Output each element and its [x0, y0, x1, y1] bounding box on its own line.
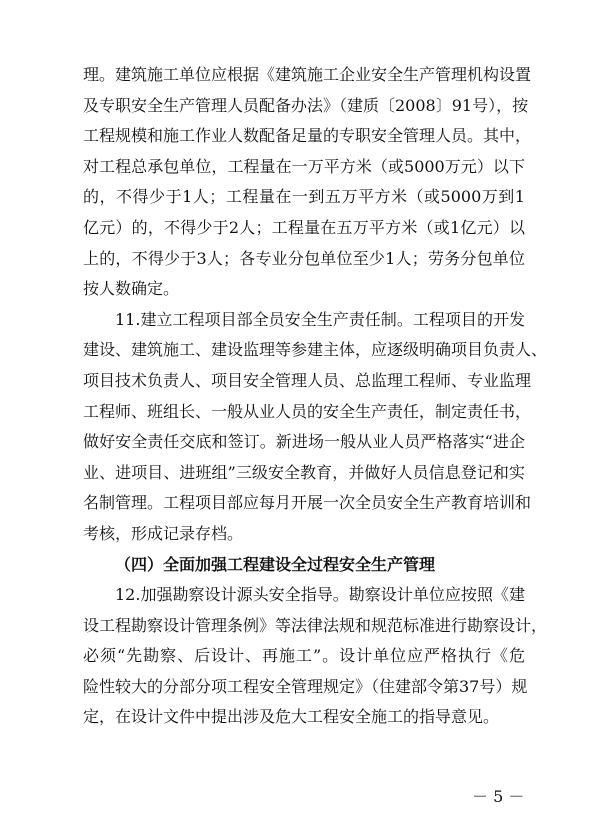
text-line: 业、进项目、进班组”三级安全教育，并做好人员信息登记和实: [83, 462, 525, 482]
text-line: 亿元）的，不得少于2人；工程量在五万平方米（或1亿元）以: [83, 217, 525, 237]
text-line: 上的，不得少于3人；各专业分包单位至少1人；劳务分包单位: [83, 248, 525, 268]
text-line: 建设、建筑施工、建设监理等参建主体，应逐级明确项目负责人、: [83, 340, 548, 360]
text-line: 及专职安全生产管理人员配备办法》（建质〔2008〕91号），按: [83, 95, 529, 115]
text-line: 12.加强勘察设计源头安全指导。勘察设计单位应按照《建: [115, 585, 525, 605]
text-line: 11.建立工程项目部全员安全生产责任制。工程项目的开发: [115, 309, 525, 329]
text-line: 对工程总承包单位，工程量在一万平方米（或5000万元）以下: [83, 156, 525, 176]
text-line: 定，在设计文件中提出涉及危大工程安全施工的指导意见。: [83, 707, 500, 727]
text-line: 工程规模和施工作业人数配备足量的专职安全管理人员。其中，: [83, 126, 532, 146]
page-number: － 5 －: [472, 787, 525, 806]
text-line: 工程师、班组长、一般从业人员的安全生产责任，制定责任书，: [83, 401, 532, 421]
section-heading: （四）全面加强工程建设全过程安全生产管理: [115, 554, 436, 574]
text-line: 做好安全责任交底和签订。新进场一般从业人员严格落实“进企: [83, 432, 525, 452]
text-line: 名制管理。工程项目部应每月开展一次全员安全生产教育培训和: [83, 493, 532, 513]
text-line: 的，不得少于1人；工程量在一到五万平方米（或5000万到1: [83, 187, 525, 207]
text-line: 项目技术负责人、项目安全管理人员、总监理工程师、专业监理: [83, 370, 532, 390]
text-line: 险性较大的分部分项工程安全管理规定》（住建部令第37号）规: [83, 676, 528, 696]
text-line: 必须“先勘察、后设计、再施工”。设计单位应严格执行《危: [83, 646, 525, 666]
document-body: [83, 60, 548, 733]
text-line: 按人数确定。: [83, 279, 180, 299]
text-line: 考核，形成记录存档。: [83, 523, 244, 543]
text-line: 设工程勘察设计管理条例》等法律法规和规范标准进行勘察设计，: [83, 615, 548, 635]
text-line: 理。建筑施工单位应根据《建筑施工企业安全生产管理机构设置: [83, 65, 532, 84]
